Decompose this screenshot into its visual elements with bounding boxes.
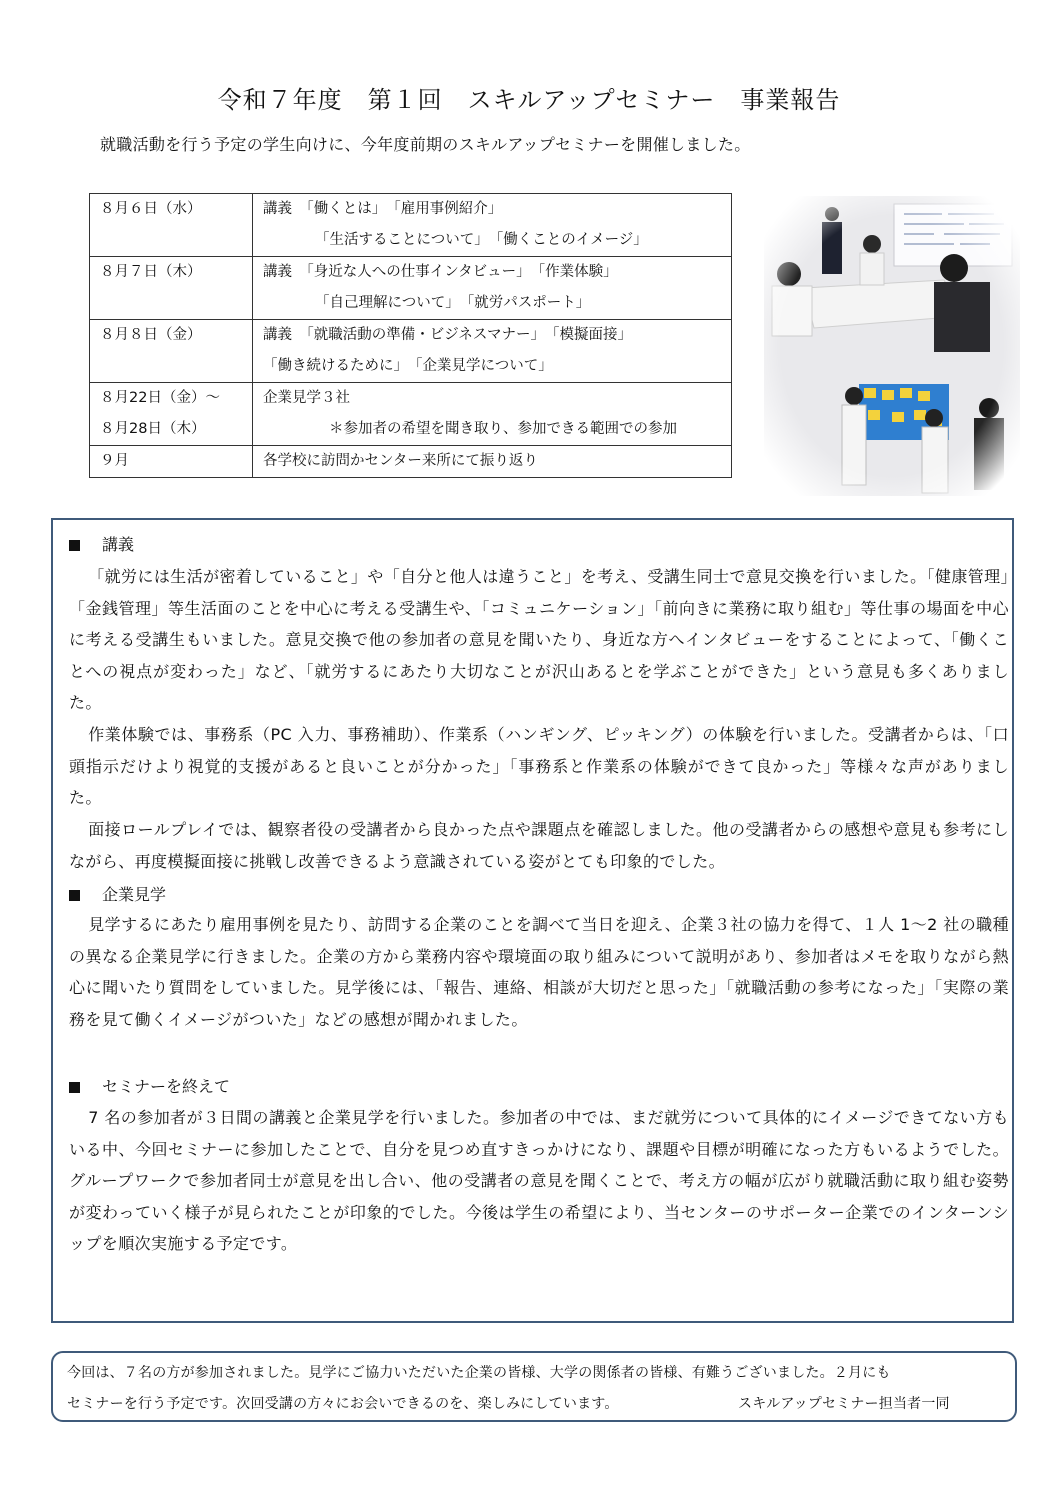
lecture-paragraph-1: 「就労には生活が密着していること」や「自分と他人は違うこと」を考え、受講生同士で意見交換を行いました。「健康管理」「金銭管理」等生活面のことを中心に考える受講生や、「コミュニケーション」「前向きに業務に取り組む」等仕事の場面を中心に考える受講生もいました。意見交換で他の参加者の意見を聞いたり、身近な方へインタビューをすることによって、「働くことへの視点が変わった」など、「就労するにあたり大切なことが沢山あるとを学ぶことができた」という意見も多くありました。 [69,567,1009,713]
report-box [51,518,1014,1323]
square-bullet-icon [69,1082,80,1093]
schedule-date: ９月 [90,446,253,478]
table-row [90,320,732,383]
footer-line-1: 今回は、７名の方が参加されました。見学にご協力いただいた企業の皆様、大学の関係者の皆様、有難うございました。２月にも [67,1365,891,1381]
footer-line-2: セミナーを行う予定です。次回受講の方々にお会いできるのを、楽しみにしています。 [67,1396,619,1412]
section-heading-visit: 企業見学 [69,880,166,910]
section-heading-closing: セミナーを終えて [69,1072,230,1102]
schedule-content: 講義 「就職活動の準備・ビジネスマナー」 「模擬面接」 「働き続けるために」 「企業見学について」 [253,320,732,383]
table-row [90,194,732,257]
footer-note [51,1351,1017,1422]
table-row [90,257,732,320]
schedule-date: ８月７日（木） [90,257,253,320]
lecture-paragraph-2: 作業体験では、事務系（PC 入力、事務補助）、作業系（ハンギング、ピッキング）の体験を行いました。受講者からは、「口頭指示だけより視覚的支援があると良いことが分かった」「事務系と作業系の体験ができて良かった」等様々な声がありました。 [69,725,1009,808]
seminar-photo [764,196,1020,496]
table-row [90,446,732,478]
schedule-content: 講義 「働くとは」 「雇用事例紹介」 「生活することについて」 「働くことのイメージ」 [253,194,732,257]
schedule-date: ８月６日（水） [90,194,253,257]
schedule-date: ８月８日（金） [90,320,253,383]
footer-signature: スキルアップセミナー担当者一同 [738,1396,950,1412]
section-heading-lecture: 講義 [69,530,134,560]
square-bullet-icon [69,540,80,551]
page-title: 令和７年度 第１回 スキルアップセミナー 事業報告 [217,86,841,114]
intro-text: 就職活動を行う予定の学生向けに、今年度前期のスキルアップセミナーを開催しました。 [100,135,751,154]
schedule-table [89,193,732,478]
schedule-content: 企業見学３社 ＊参加者の希望を聞き取り、参加できる範囲での参加 [253,383,732,446]
schedule-date: ８月22日（金）～ ８月28日（木） [90,383,253,446]
lecture-paragraph-3: 面接ロールプレイでは、観察者役の受講者から良かった点や課題点を確認しました。他の受講者からの感想や意見も参考にしながら、再度模擬面接に挑戦し改善できるよう意識されている姿がとても印象的でした。 [69,820,1009,871]
table-row [90,383,732,446]
schedule-content: 講義 「身近な人への仕事インタビュー」 「作業体験」 「自己理解について」 「就労パスポート」 [253,257,732,320]
schedule-content: 各学校に訪問かセンター来所にて振り返り [253,446,732,478]
square-bullet-icon [69,890,80,901]
closing-paragraph: 7 名の参加者が３日間の講義と企業見学を行いました。参加者の中では、まだ就労について具体的にイメージできてない方もいる中、今回セミナーに参加したことで、自分を見つめ直すきっかけになり、課題や目標が明確になった方もいるようでした。グループワークで参加者同士が意見を出し合い、他の受講者の意見を聞くことで、考え方の幅が広がり就職活動に取り組む姿勢が変わっていく様子が見られたことが印象的でした。今後は学生の希望により、当センターのサポーター企業でのインターンシップを順次実施する予定です。 [69,1108,1009,1254]
visit-paragraph: 見学するにあたり雇用事例を見たり、訪問する企業のことを調べて当日を迎え、企業３社の協力を得て、１人 1～2 社の職種の異なる企業見学に行きました。企業の方から業務内容や環境面の取り組みについて説明があり、参加者はメモを取りながら熱心に聞いたり質問をしていました。見学後には、「報告、連絡、相談が大切だと思った」「就職活動の参考になった」「実際の業務を見て働くイメージがついた」などの感想が聞かれました。 [69,915,1009,1029]
